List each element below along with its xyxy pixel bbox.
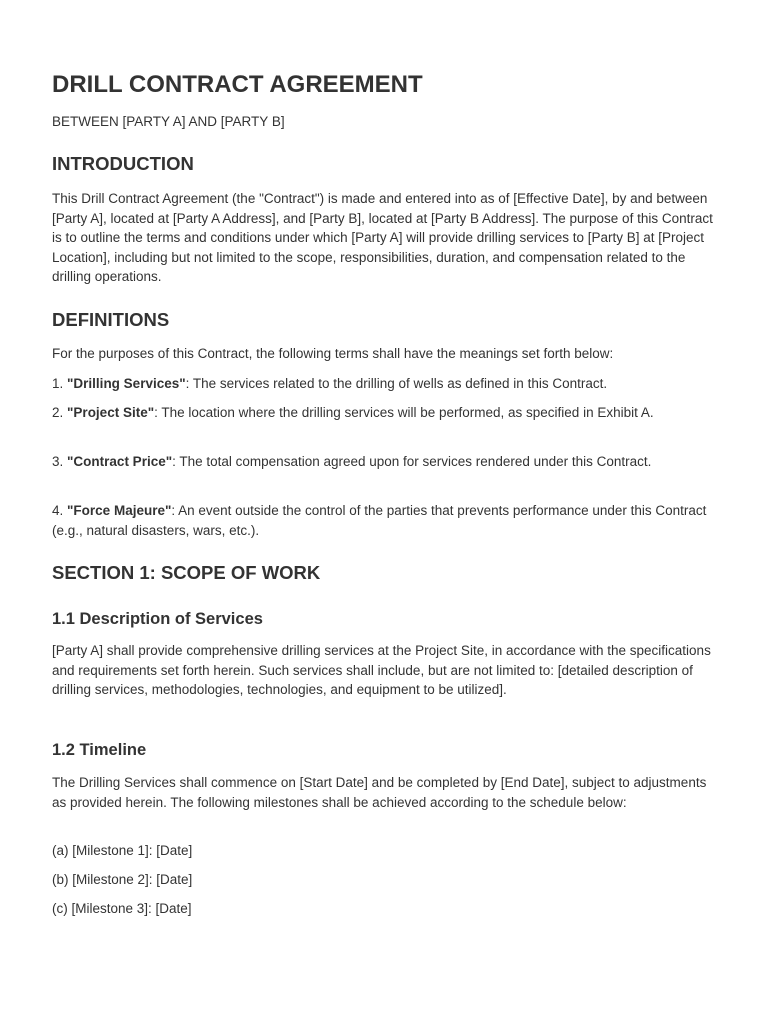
definition-term: "Contract Price" — [67, 454, 173, 469]
definition-text: : The services related to the drilling of wells as defined in this Contract. — [185, 376, 608, 391]
definition-text: : An event outside the control of the parties that prevents performance under this Contract (e.g., natural disasters, wars, etc.). — [52, 503, 707, 538]
definition-number: 1. — [52, 376, 64, 391]
definitions-intro: For the purposes of this Contract, the following terms shall have the meanings set forth below: — [52, 346, 614, 361]
document-subtitle: BETWEEN [PARTY A] AND [PARTY B] — [52, 114, 285, 129]
definition-number: 2. — [52, 405, 64, 420]
definition-term: "Project Site" — [67, 405, 155, 420]
definition-item — [52, 452, 717, 472]
milestone-item: (c) [Milestone 3]: [Date] — [52, 901, 192, 916]
definition-term: "Drilling Services" — [67, 376, 186, 391]
introduction-body: This Drill Contract Agreement (the "Contract") is made and entered into as of [Effective Date], by and between [Party A], located at [Party A Address], and [Party B], located at [Party B Address]. The purpose of this Contract is to outline the terms and conditions under which [Party A] will provide drilling services to [Party B] at [Project Location], including but not limited to the scope, responsibilities, duration, and compensation related to the drilling operations. — [52, 191, 713, 285]
milestone-item: (b) [Milestone 2]: [Date] — [52, 872, 193, 887]
definition-item — [52, 403, 717, 423]
document-title: DRILL CONTRACT AGREEMENT — [52, 71, 423, 98]
definition-text: : The location where the drilling services will be performed, as specified in Exhibit A. — [154, 405, 654, 420]
section1-2-heading: 1.2 Timeline — [52, 741, 147, 759]
definition-term: "Force Majeure" — [67, 503, 172, 518]
definition-number: 4. — [52, 503, 64, 518]
definition-item — [52, 501, 717, 540]
definitions-heading: DEFINITIONS — [52, 309, 170, 330]
definition-text: : The total compensation agreed upon for services rendered under this Contract. — [172, 454, 652, 469]
milestone-item: (a) [Milestone 1]: [Date] — [52, 843, 193, 858]
section1-1-heading: 1.1 Description of Services — [52, 610, 263, 628]
introduction-heading: INTRODUCTION — [52, 153, 194, 174]
section1-1-body: [Party A] shall provide comprehensive drilling services at the Project Site, in accordance with the specifications and requirements set forth herein. Such services shall include, but are not limited to: [detailed description of drilling services, methodologies, technologies, and equipment to be utilized]. — [52, 643, 711, 698]
section1-heading: SECTION 1: SCOPE OF WORK — [52, 562, 321, 583]
section1-2-body: The Drilling Services shall commence on [Start Date] and be completed by [End Date], subject to adjustments as provided herein. The following milestones shall be achieved according to the schedule below: — [52, 775, 707, 810]
definition-item — [52, 374, 717, 394]
definition-number: 3. — [52, 454, 64, 469]
